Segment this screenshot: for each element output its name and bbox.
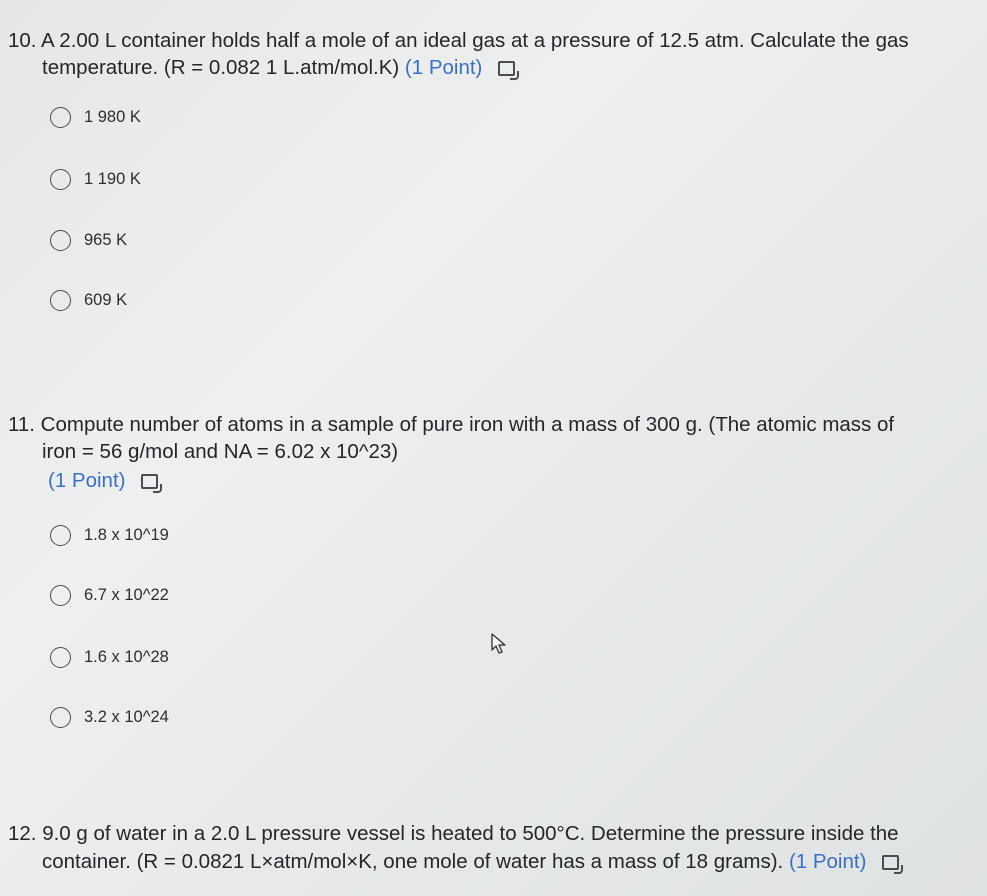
immersive-reader-icon[interactable] [141, 474, 158, 489]
question-10-text-line2 [42, 54, 515, 82]
option-label: 609 K [84, 290, 128, 309]
option-label: 6.7 x 10^22 [84, 585, 169, 604]
radio-button[interactable] [50, 290, 71, 311]
question-12-text: 12. 9.0 g of water in a 2.0 L pressure vessel is heated to 500°C. Determine the pressure inside the [8, 822, 899, 845]
immersive-reader-icon[interactable] [498, 61, 515, 76]
option-label: 1.8 x 10^19 [84, 525, 169, 544]
question-11-option-4[interactable] [50, 704, 169, 730]
question-11-points: (1 Point) [48, 469, 126, 492]
question-11-option-3[interactable] [50, 644, 169, 670]
question-11-points-row [48, 467, 158, 495]
question-10-formula: temperature. (R = 0.082 1 L.atm/mol.K) [42, 56, 400, 79]
question-12-text-line2 [42, 848, 899, 876]
question-12-points: (1 Point) [788, 850, 867, 873]
question-10-text: 10. A 2.00 L container holds half a mole of an ideal gas at a pressure of 12.5 atm. Calculate the gas [8, 29, 909, 52]
question-10-option-4[interactable] [50, 287, 127, 313]
question-11-text-line2: iron = 56 g/mol and NA = 6.02 x 10^23) [42, 440, 399, 463]
mouse-pointer-icon [490, 632, 510, 656]
question-10-option-2[interactable] [50, 166, 141, 192]
question-10-option-3[interactable] [50, 227, 127, 253]
question-10-option-1[interactable] [50, 104, 141, 130]
radio-button[interactable] [50, 107, 71, 128]
question-12-formula: container. (R = 0.0821 L×atm/mol×K, one mole of water has a mass of 18 grams). [42, 850, 784, 873]
radio-button[interactable] [50, 525, 71, 546]
radio-button[interactable] [50, 707, 71, 728]
radio-button[interactable] [50, 585, 71, 606]
option-label: 1 980 K [84, 107, 141, 126]
radio-button[interactable] [50, 647, 71, 668]
question-11-option-1[interactable] [50, 522, 169, 548]
option-label: 3.2 x 10^24 [84, 707, 169, 726]
question-10-points: (1 Point) [404, 56, 483, 79]
radio-button[interactable] [50, 230, 71, 251]
question-11-option-2[interactable] [50, 582, 169, 608]
option-label: 1 190 K [84, 169, 141, 188]
immersive-reader-icon[interactable] [882, 855, 899, 870]
question-11-text: 11. Compute number of atoms in a sample of pure iron with a mass of 300 g. (The atomic mass of [8, 413, 895, 436]
option-label: 965 K [84, 230, 128, 249]
radio-button[interactable] [50, 169, 71, 190]
option-label: 1.6 x 10^28 [84, 647, 169, 666]
